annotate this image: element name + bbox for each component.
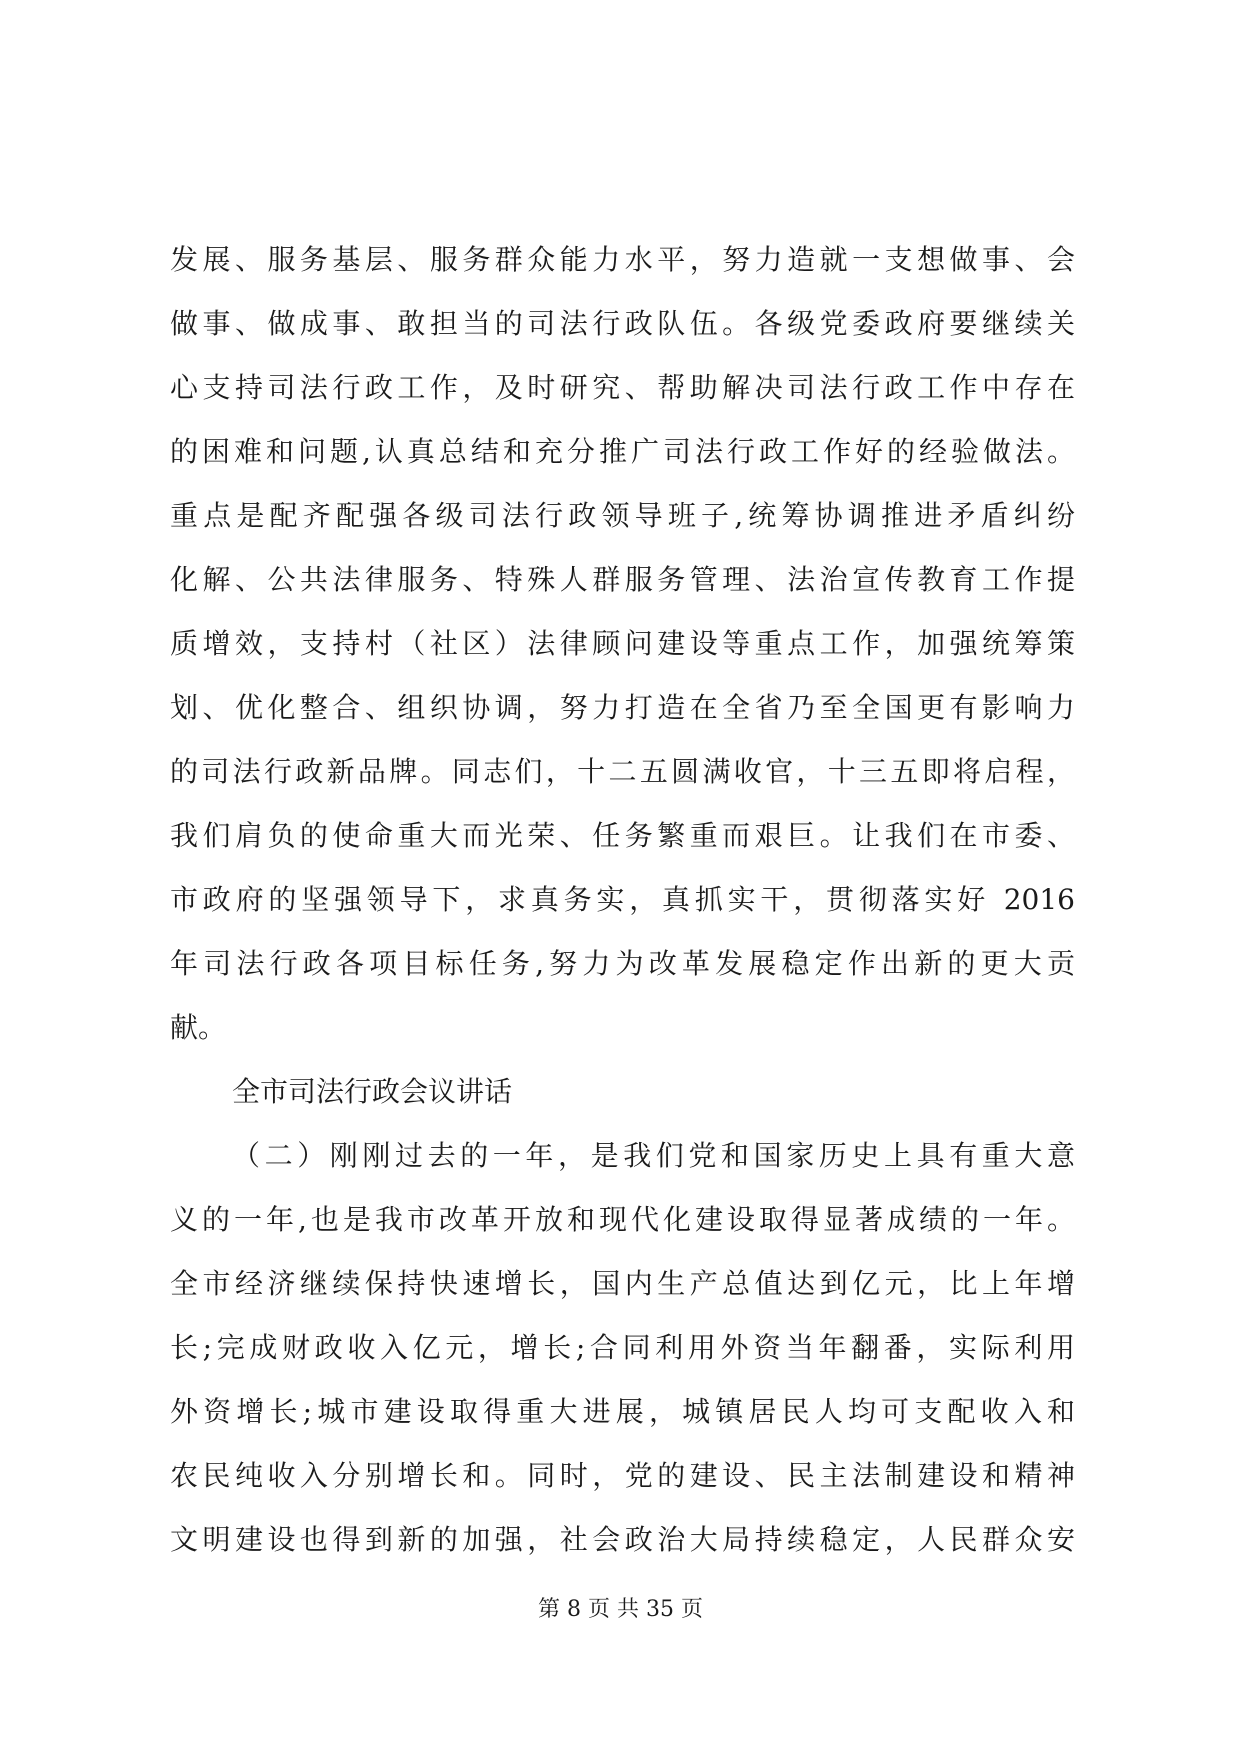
text-line: 义的一年,也是我市改革开放和现代化建设取得显著成绩的一年。 <box>170 1203 1075 1236</box>
text-line: 年司法行政各项目标任务,努力为改革发展稳定作出新的更大贡 <box>170 947 1075 980</box>
text-line: 划、优化整合、组织协调，努力打造在全省乃至全国更有影响力 <box>170 691 1075 724</box>
text-line: 市政府的坚强领导下，求真务实，真抓实干，贯彻落实好 2016 <box>170 883 1075 916</box>
text-line: 重点是配齐配强各级司法行政领导班子,统筹协调推进矛盾纠纷 <box>170 499 1075 532</box>
text-line: 心支持司法行政工作，及时研究、帮助解决司法行政工作中存在 <box>170 371 1075 404</box>
text-line: 外资增长;城市建设取得重大进展，城镇居民人均可支配收入和 <box>170 1395 1075 1428</box>
text-line: 长;完成财政收入亿元，增长;合同利用外资当年翻番，实际利用 <box>170 1331 1075 1364</box>
text-line: 的困难和问题,认真总结和充分推广司法行政工作好的经验做法。 <box>170 435 1075 468</box>
text-line: 质增效，支持村（社区）法律顾问建设等重点工作，加强统筹策 <box>170 627 1075 660</box>
text-line: 的司法行政新品牌。同志们，十二五圆满收官，十三五即将启程， <box>170 755 1075 788</box>
text-line: 化解、公共法律服务、特殊人群服务管理、法治宣传教育工作提 <box>170 563 1075 596</box>
text-line: （二）刚刚过去的一年，是我们党和国家历史上具有重大意 <box>232 1139 1075 1172</box>
text-line: 文明建设也得到新的加强，社会政治大局持续稳定，人民群众安 <box>170 1523 1075 1556</box>
text-line: 农民纯收入分别增长和。同时，党的建设、民主法制建设和精神 <box>170 1459 1075 1492</box>
text-line: 发展、服务基层、服务群众能力水平，努力造就一支想做事、会 <box>170 243 1075 276</box>
text-line: 献。 <box>170 1011 227 1044</box>
text-line: 全市经济继续保持快速增长，国内生产总值达到亿元，比上年增 <box>170 1267 1075 1300</box>
document-body <box>170 228 1075 1572</box>
text-line: 我们肩负的使命重大而光荣、任务繁重而艰巨。让我们在市委、 <box>170 819 1075 852</box>
text-line: 做事、做成事、敢担当的司法行政队伍。各级党委政府要继续关 <box>170 307 1075 340</box>
page-number-footer: 第 8 页 共 35 页 <box>538 1597 703 1622</box>
section-title: 全市司法行政会议讲话 <box>232 1075 513 1108</box>
